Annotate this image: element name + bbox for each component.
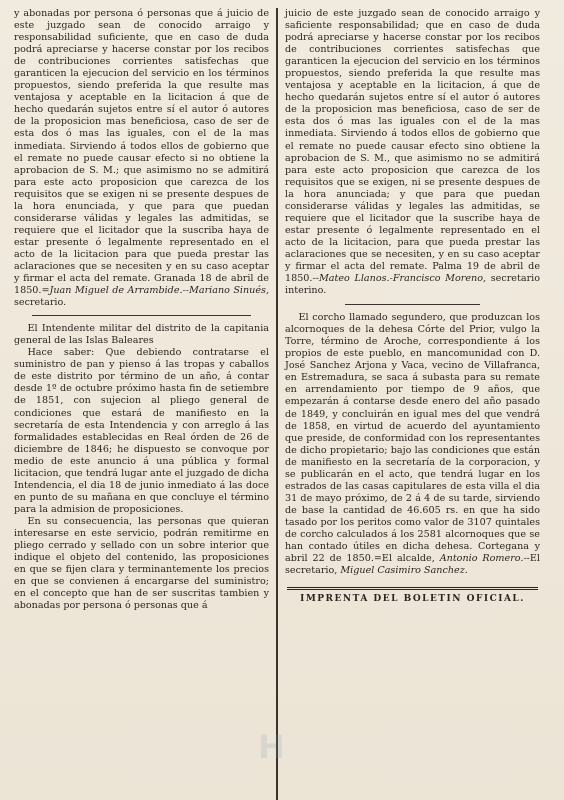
imprint-block	[285, 587, 540, 604]
library-watermark: H	[258, 728, 287, 766]
imprint-rule	[287, 587, 538, 590]
cork-auction-notice	[285, 312, 540, 577]
cork-auction-text: El corcho llamado segundero, que produzcan los alcornoques de la dehesa Córte del Prior, vulgo la Torre, término de Aroche, correspondiente á los propios de este pueblo, en mancomunidad con D. José Sanchez Arjona y Vaca, vecino de Villafranca, en Estremadura, se saca á subasta para su remate en arrendamiento por tiempo de 9 años, que empezarán á contarse desde enero del año pasado de 1849, y concluirán en igual mes del que vendrá de 1858, en virtud de acuerdo del ayuntamiento que preside, de conformidad con los representantes de dicho propietario; bajo las condiciones que están de manifiesto en la secretaría de la corporacion, y se publicarán en el acto, que tendrá lugar en los estrados de las casas capitulares de esta villa el dia 31 de mayo próximo, de 2 á 4 de su tarde, sirviendo de base la cantidad de 46.605 rs. en que ha sido tasado por los peritos como valor de 3107 quintales de corcho calculados á los 2581 alcornoques que se han contado útiles en dicha dehesa. Cortegana y abril 22 de 1850.=El alcalde,	[285, 312, 540, 565]
secretario-signature: Miguel Casimiro Sanchez.	[340, 565, 468, 577]
secretario-label: --El secretario,	[285, 553, 540, 577]
section-divider	[32, 315, 251, 316]
two-column-layout	[14, 8, 552, 800]
intendente-heading: El Intendente militar del distrito de la capitania general de las Islas Baleares	[14, 323, 269, 347]
palma-notice-continuation	[285, 8, 540, 297]
granada-signatures: Juan Miguel de Arrambide.--Mariano Sinués,	[49, 285, 269, 297]
granada-notice-text: y abonadas por persona ó personas que á juicio de este juzgado sean de conocido arraigo y responsabilidad suficiente, que en caso de duda podrá apreciarse y hacerse constar por los recibos de contribuciones corrientes satisfechas que garanticen la ejecucion del servicio en los términos propuestos, siendo preferida la que resulte mas ventajosa y aceptable en la licitacion á que de hecho quedarán sujetos entre sí el autor ó autores de la proposicion mas beneficiosa, caso de ser de esta dos ó mas las iguales, con el de la mas inmediata. Sirviendo á todos ellos de gobierno que el remate no puede causar efecto si no obtiene la aprobacion de S. M.; que asimismo no se admitirá para este acto proposicion que carezca de los requisitos que se exigen ni se presente despues de la hora enunciada, y que para que puedan considerarse válidas y legales las admitidas, se requiere que el licitador que la suscriba haya de estar presente ó legalmente representado en el acto de la licitacion para que pueda prestar las aclaraciones que se necesiten y en su caso aceptar y firmar el acta del remate. Granada 18 de abril de 1850.=	[14, 8, 269, 297]
section-divider	[345, 304, 480, 305]
palma-signatures: Mateo Llanos.-Francisco Moreno,	[318, 273, 487, 285]
right-column	[278, 8, 540, 800]
palma-notice-text: juicio de este juzgado sean de conocido arraigo y saficiente responsabilidad; que en caso de duda podrá apreciarse y hacerse constar por los recibos de contribuciones corrientes satisfechas que garanticen la ejecucion del servicio en los términos propuestos, siendo preferida la que resulte mas ventajosa y aceptable en la licitacion, á que de hecho quedarán sujetos entre sí el autor ó autores de la proposicion mas beneficiosa, caso de ser de esta dos ó mas las iguales con el de la mas inmediata. Sirviendo á todos ellos de gobierno que el remate no puede causar efecto sino obtiene la aprobacion de S. M., que asimismo no se admitirá para este acto proposicion que carezca de los requisitos que se exigen, ni se presente despues de la hora anunciada; y que para que puedan considerarse válidas y legales las admitidas, se requiere que el licitador que la suscribe haya de estar presente ó legalmente representado en el acto de la licitacion, para que pueda prestar las aclaraciones que se necesiten, y en su caso aceptar y firmar el acta del remate. Palma 19 de abril de 1850.--	[285, 8, 540, 285]
granada-notice-continuation	[14, 8, 269, 309]
palma-signer-role: secretario interino.	[285, 273, 540, 297]
intendente-consequence: En su consecuencia, las personas que quieran interesarse en este servicio, podrán remitirme en pliego cerrado y sellado con un sobre interior que indique el objeto del contenido, las proposiciones en que se fijen clara y terminantemente los precios en que se convienen á encargarse del suministro; en el concepto que han de ser suscritas tambien y abonadas por persona ó personas que á	[14, 515, 269, 612]
granada-signer-role: secretario.	[14, 297, 67, 309]
intendente-announcement: Hace saber: Que debiendo contratarse el suministro de pan y pienso á las tropas y caballos de este distrito por término de un año, á contar desde 1º de octubre próximo hasta fin de setiembre de 1851, con sujecion al pliego general de condiciones que estará de manifiesto en la secretaría de esta Intendencia y con arreglo á las formalidades establecidas en Real órden de 26 de diciembre de 1846; he dispuesto se convoque por medio de este anuncio á una pública y formal licitacion, que tendrá lugar ante el juzgado de dicha Intendencia, el dia 18 de junio inmediato á las doce en punto de su mañana en que concluye el término para la admision de proposiciones.	[14, 347, 269, 515]
left-column	[14, 8, 276, 800]
imprint-text: IMPRENTA DEL BOLETIN OFICIAL.	[300, 594, 525, 605]
alcalde-signature: Antonio Romero.	[439, 553, 524, 565]
